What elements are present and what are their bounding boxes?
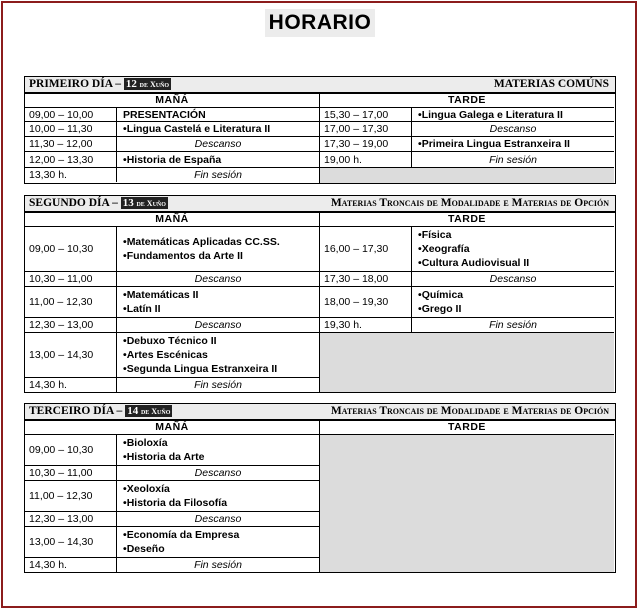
break-cell [117,512,319,526]
subject-item: • Lingua Castelá e Literatura II [123,122,319,136]
break-cell [117,137,319,151]
subject-cell [117,481,319,511]
time-cell: 13,00 – 14,30 [25,527,117,557]
subject-item: • Debuxo Técnico II [123,334,319,348]
break-cell [117,168,319,182]
time-cell: 15,30 – 17,00 [320,108,412,121]
subject-item: • Primeira Lingua Estranxeira II [418,137,614,151]
subject-item: • Química [418,288,614,302]
break-label: Fin sesión [194,379,242,391]
subject-cell [412,137,614,151]
time-cell: 16,00 – 17,30 [320,227,412,271]
subject-cell [412,227,614,271]
subject-cell [117,287,319,317]
time-cell: 09,00 – 10,30 [25,227,117,271]
schedule-row [25,287,319,318]
day1-date: 12 de Xuño [125,78,170,90]
time-cell: 09,00 – 10,00 [25,108,117,121]
subject-cell [117,435,319,465]
subject-item: • Xeoloxía [123,482,319,496]
subject-item: • Fundamentos da Arte II [123,249,319,263]
subject-item: • Deseño [123,542,319,556]
schedule-row [25,168,319,182]
time-cell: 17,30 – 19,00 [320,137,412,151]
subject-item: • Física [418,228,614,242]
break-label: Descanso [194,319,242,331]
empty-shaded-area [320,333,614,392]
time-cell: 11,30 – 12,00 [25,137,117,151]
day3-afternoon: TARDE [319,421,614,572]
schedule-row [25,137,319,152]
subject-item: • Artes Escénicas [123,348,319,362]
subject-cell [117,527,319,557]
subject-item: • Cultura Audiovisual II [418,256,614,270]
schedule-row [25,378,319,392]
schedule-row [25,481,319,512]
page-title: HORARIO [265,9,375,37]
break-cell [117,558,319,572]
schedule-row [320,122,614,137]
subject-cell [117,152,319,167]
subject-cell [117,333,319,377]
time-cell: 14,30 h. [25,378,117,392]
day2-afternoon: TARDE 16,00 – 17,30 • Física • Xeografía • Cultura Audiovisual II 17,30 – 18,00 Descanso 18,00 – 19,30 • Química • Grego II 19,30 h. Fin sesión [319,213,614,392]
time-cell: 13,30 h. [25,168,117,182]
time-cell: 18,00 – 19,30 [320,287,412,317]
day1-afternoon: TARDE 15,30 – 17,00 • Lingua Galega e Literatura II 17,00 – 17,30 Descanso 17,30 – 19,00 • Primeira Lingua Estranxeira II 19,00 h. Fin sesión [319,94,614,183]
break-label: Fin sesión [489,153,537,166]
subject-cell [412,108,614,121]
time-cell: 19,30 h. [320,318,412,332]
break-label: Fin sesión [194,559,242,571]
break-cell [117,466,319,480]
schedule-row [25,122,319,137]
subject-cell [117,122,319,136]
day1-morning: MAÑÁ 09,00 – 10,00 PRESENTACIÓN 10,00 – 11,30 • Lingua Castelá e Literatura II 11,30 – 12,00 Descanso 12,00 – 13,30 • Historia de España 13,30 h. Fin sesión [25,94,319,183]
time-cell: 12,00 – 13,30 [25,152,117,167]
schedule-row [25,318,319,333]
empty-shaded-area [320,435,614,572]
day2-header: SEGUNDO DÍA – 13 de Xuño Materias Troncais de Modalidade e Materias de Opción [25,196,615,213]
day2-morning: MAÑÁ 09,00 – 10,30 • Matemáticas Aplicadas CC.SS. • Fundamentos da Arte II 10,30 – 11,00 Descanso 11,00 – 12,30 • Matemáticas II • Latín II 12,30 – 13,00 Descanso 13,00 – 14,30 • Debuxo Técnico II • Artes Escénicas • Segunda Lingua Estranxeira II 14,30 h. Fin sesión [25,213,319,392]
time-cell: 09,00 – 10,30 [25,435,117,465]
break-cell [412,122,614,136]
subject-cell [412,287,614,317]
schedule-row [25,333,319,378]
day3-subject-type: Materias Troncais de Modalidade e Materias de Opción [330,405,609,417]
time-cell: 14,30 h. [25,558,117,572]
subject-item: PRESENTACIÓN [123,108,206,121]
break-cell [412,318,614,332]
subject-item: • Historia de España [123,153,319,167]
subject-cell [117,108,319,121]
subject-cell [117,227,319,271]
schedule-row [320,287,614,318]
time-cell: 17,00 – 17,30 [320,122,412,136]
break-label: Descanso [194,273,242,285]
subject-item: • Xeografía [418,242,614,256]
empty-shaded-area [320,168,614,183]
schedule-row [25,435,319,466]
time-cell: 10,30 – 11,00 [25,272,117,286]
break-label: Descanso [194,138,242,150]
schedule-row [25,512,319,527]
subject-item: • Grego II [418,302,614,316]
schedule-row [320,152,614,168]
time-cell: 12,30 – 13,00 [25,512,117,526]
schedule-row [320,318,614,333]
break-label: Descanso [194,513,242,525]
subject-item: • Segunda Lingua Estranxeira II [123,362,319,376]
day1-subject-type: MATERIAS COMÚNS [493,78,609,90]
day1-header: PRIMEIRO DÍA – 12 de Xuño MATERIAS COMÚNS [25,77,615,94]
schedule-row [320,137,614,152]
day3-table [24,403,616,573]
break-cell [117,272,319,286]
schedule-row [25,108,319,122]
subject-item: • Historia da Filosofía [123,496,319,510]
day2-date: 13 de Xuño [122,197,166,209]
subject-item: • Matemáticas Aplicadas CC.SS. [123,235,319,249]
time-cell: 12,30 – 13,00 [25,318,117,332]
subject-item: • Lingua Galega e Literatura II [418,108,614,122]
subject-item: • Matemáticas II [123,288,319,302]
day1-table [24,76,616,184]
schedule-row [25,527,319,558]
time-cell: 10,00 – 11,30 [25,122,117,136]
schedule-row [320,227,614,272]
subject-item: • Latín II [123,302,319,316]
schedule-row [320,108,614,122]
time-cell: 13,00 – 14,30 [25,333,117,377]
day2-table [24,195,616,393]
break-cell [117,378,319,392]
schedule-row [320,272,614,287]
schedule-row [25,558,319,572]
subject-item: • Historia da Arte [123,450,319,464]
break-cell [412,152,614,167]
time-cell: 11,00 – 12,30 [25,287,117,317]
day3-date: 14 de Xuño [127,405,171,417]
schedule-row [25,272,319,287]
break-label: Descanso [489,273,537,285]
time-cell: 19,00 h. [320,152,412,167]
schedule-row [25,227,319,272]
time-cell: 17,30 – 18,00 [320,272,412,286]
day3-header: TERCEIRO DÍA – 14 de Xuño Materias Troncais de Modalidade e Materias de Opción [25,404,615,421]
break-label: Fin sesión [194,169,242,181]
subject-item: • Bioloxía [123,436,319,450]
schedule-row [25,152,319,168]
subject-item: • Economía da Empresa [123,528,319,542]
time-cell: 10,30 – 11,00 [25,466,117,480]
day2-subject-type: Materias Troncais de Modalidade e Materias de Opción [330,197,609,209]
schedule-row [25,466,319,481]
break-cell [412,272,614,286]
time-cell: 11,00 – 12,30 [25,481,117,511]
break-label: Descanso [194,467,242,479]
break-cell [117,318,319,332]
day3-morning: MAÑÁ 09,00 – 10,30 • Bioloxía • Historia da Arte 10,30 – 11,00 Descanso 11,00 – 12,30 • Xeoloxía • Historia da Filosofía 12,30 – 13,00 Descanso 13,00 – 14,30 • Economía da Empresa • Deseño 14,30 h. Fin sesión [25,421,319,572]
break-label: Descanso [489,123,537,135]
break-label: Fin sesión [489,319,537,331]
